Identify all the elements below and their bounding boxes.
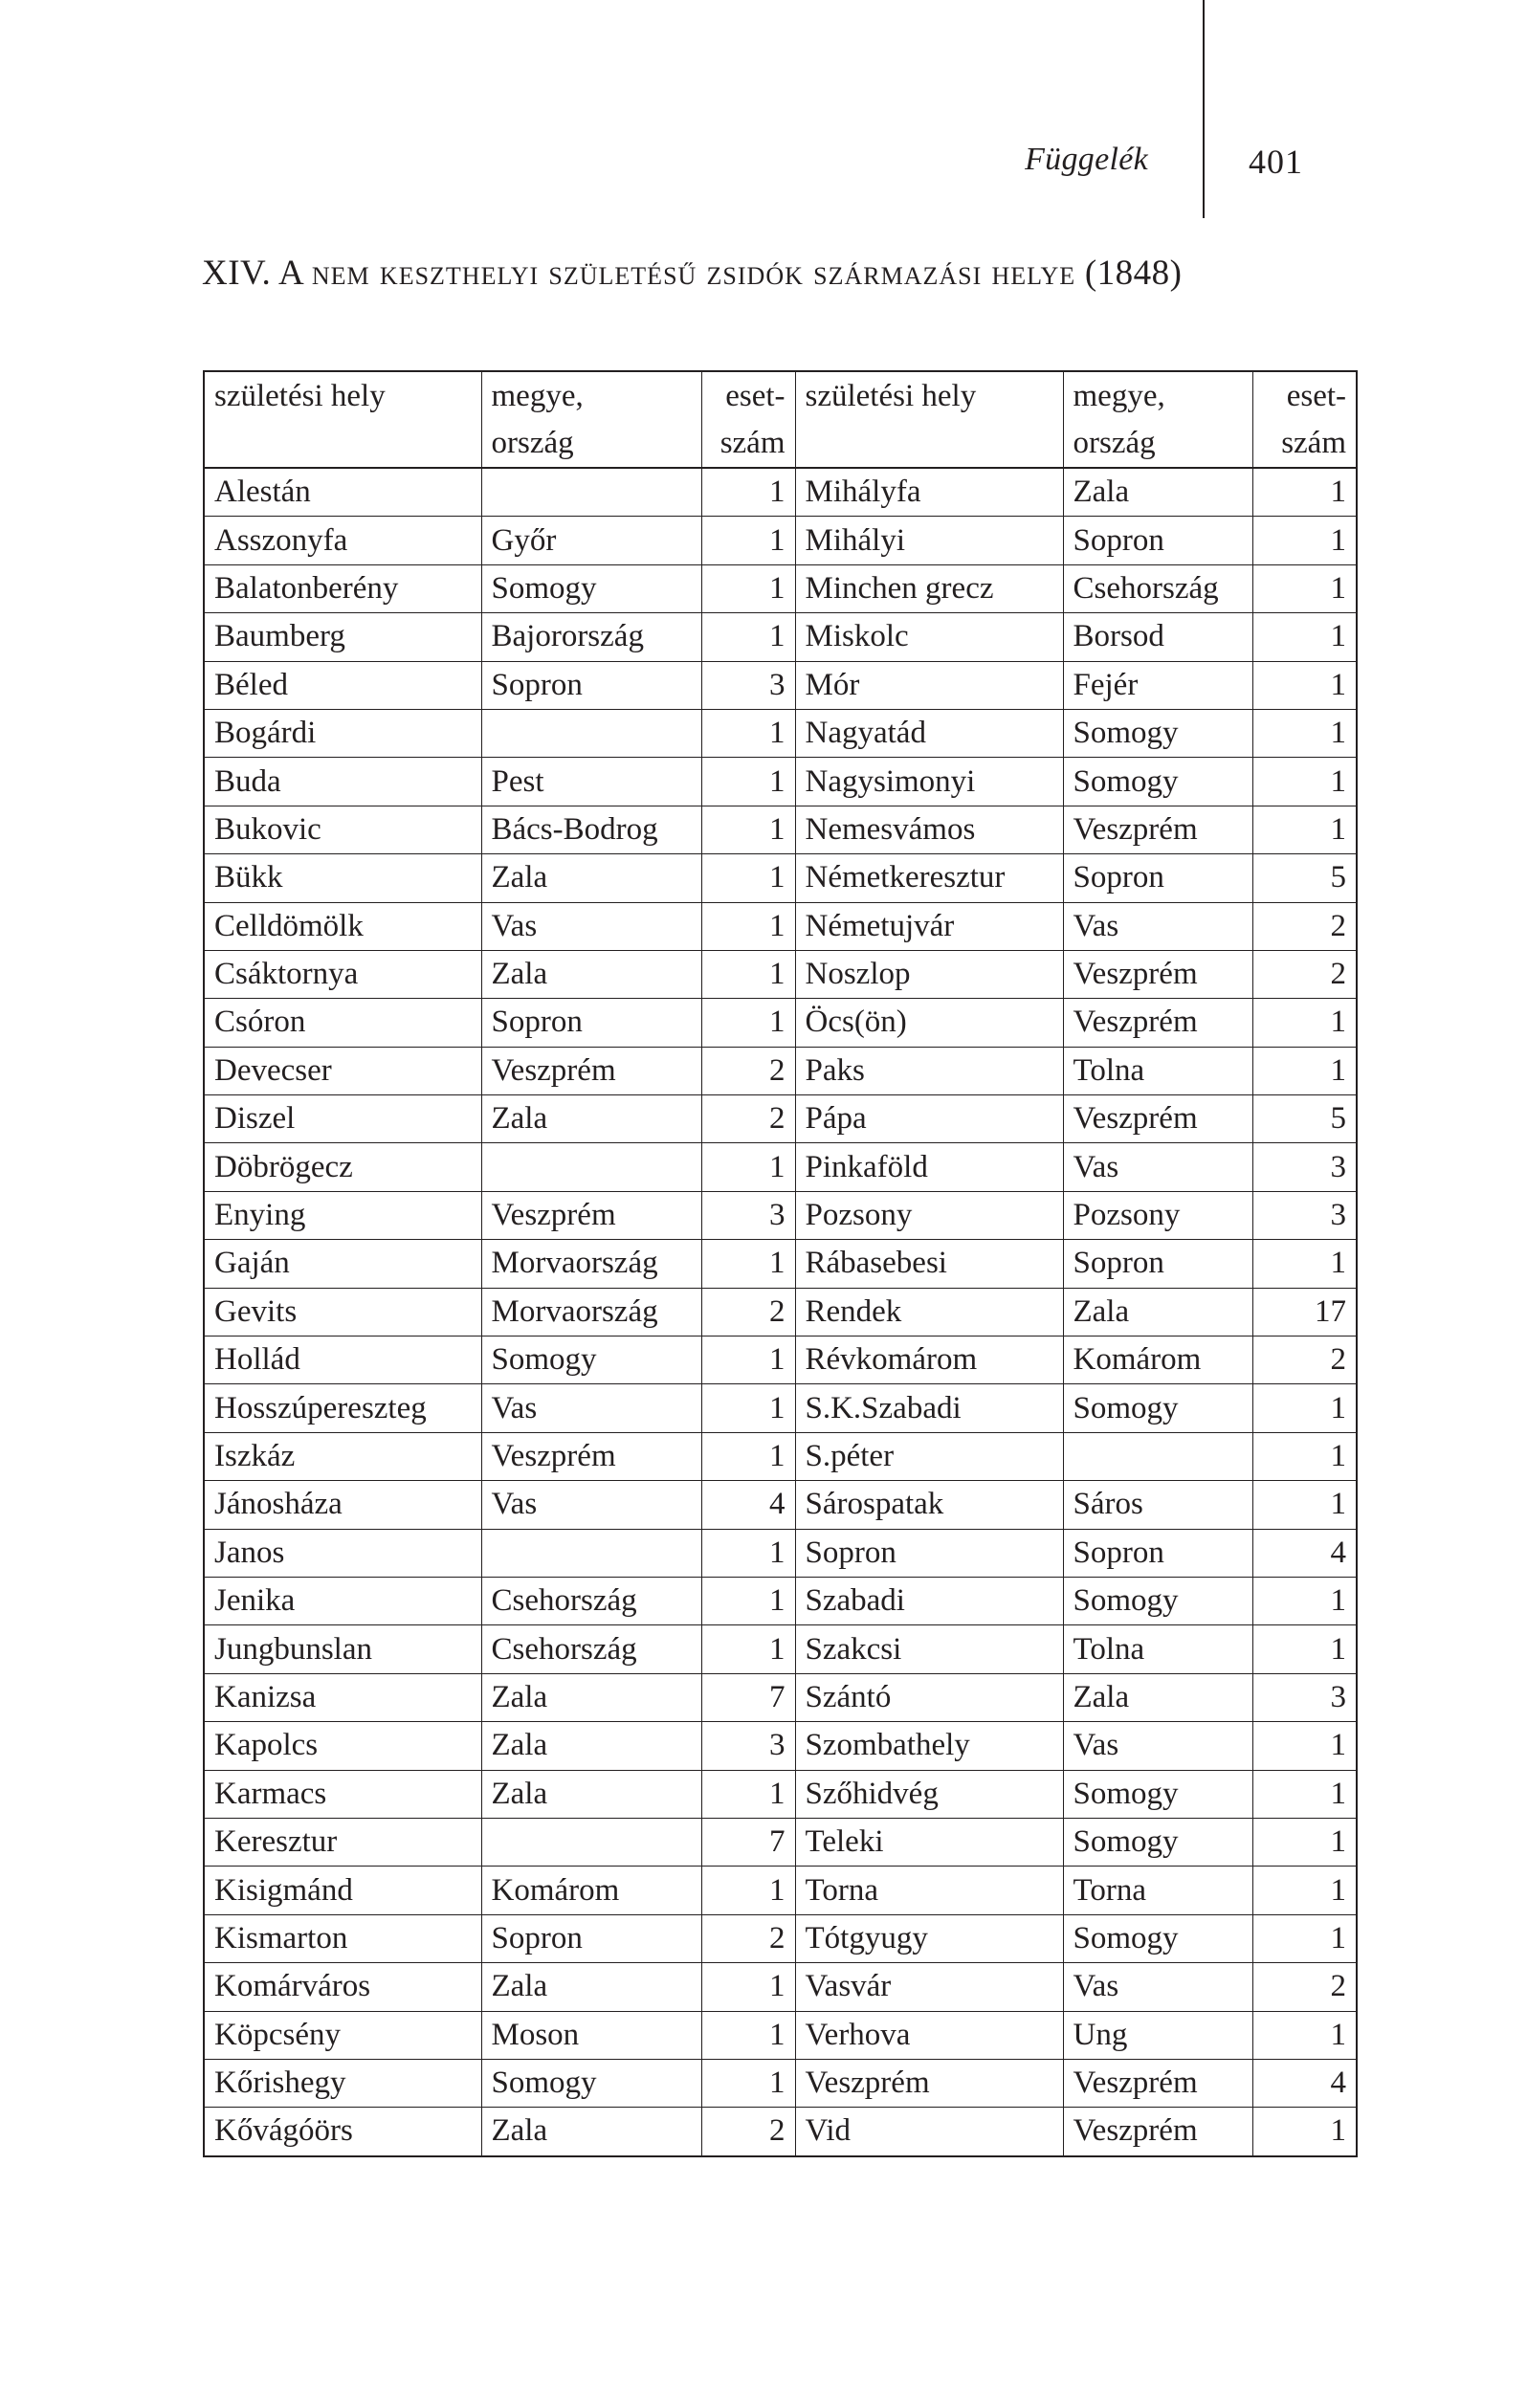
heading-suffix: (1848) — [1075, 254, 1183, 293]
cell-county: Somogy — [481, 2059, 701, 2107]
cell-county: Komárom — [481, 1867, 701, 1914]
cell-count: 1 — [1252, 1914, 1357, 1962]
cell-count: 1 — [701, 1384, 795, 1432]
table-row — [204, 1577, 1357, 1624]
cell-birthplace: Miskolc — [795, 613, 1063, 661]
cell-county: Zala — [481, 1722, 701, 1770]
cell-count: 1 — [701, 2059, 795, 2107]
cell-count: 1 — [1252, 468, 1357, 517]
cell-county — [481, 468, 701, 517]
cell-county: Somogy — [1063, 1577, 1252, 1624]
table-row — [204, 1095, 1357, 1143]
cell-birthplace: Szőhidvég — [795, 1770, 1063, 1818]
table-row — [204, 1770, 1357, 1818]
header-divider — [1203, 0, 1205, 218]
cell-county — [1063, 1432, 1252, 1480]
heading-prefix: XIV. A — [202, 254, 312, 293]
cell-birthplace: Sopron — [795, 1529, 1063, 1577]
cell-birthplace: Hollád — [204, 1337, 481, 1384]
cell-county — [481, 709, 701, 757]
cell-count: 1 — [1252, 1867, 1357, 1914]
table-row — [204, 1963, 1357, 2011]
cell-count: 1 — [701, 2011, 795, 2059]
cell-county: Veszprém — [1063, 2108, 1252, 2156]
cell-birthplace: Kőrishegy — [204, 2059, 481, 2107]
cell-birthplace: Iszkáz — [204, 1432, 481, 1480]
cell-birthplace: Kismarton — [204, 1914, 481, 1962]
cell-birthplace: Gevits — [204, 1288, 481, 1336]
cell-count: 1 — [1252, 613, 1357, 661]
cell-county: Somogy — [1063, 758, 1252, 806]
cell-count: 2 — [1252, 1963, 1357, 2011]
cell-birthplace: Karmacs — [204, 1770, 481, 1818]
cell-birthplace: Németkeresztur — [795, 854, 1063, 902]
table-row — [204, 758, 1357, 806]
cell-county: Somogy — [1063, 1914, 1252, 1962]
cell-county: Veszprém — [1063, 1095, 1252, 1143]
cell-count: 1 — [1252, 1432, 1357, 1480]
header-birthplace — [204, 371, 481, 468]
table-row — [204, 2011, 1357, 2059]
cell-birthplace: Teleki — [795, 1818, 1063, 1866]
header-line: születési hely — [214, 379, 386, 413]
cell-birthplace: Pinkaföld — [795, 1143, 1063, 1191]
cell-count: 1 — [701, 1240, 795, 1288]
cell-county: Sopron — [1063, 517, 1252, 564]
table-header-row — [204, 371, 1357, 468]
cell-county: Zala — [481, 1770, 701, 1818]
cell-county: Zala — [481, 1095, 701, 1143]
table-row — [204, 2059, 1357, 2107]
cell-county: Torna — [1063, 1867, 1252, 1914]
cell-birthplace: Jungbunslan — [204, 1625, 481, 1673]
cell-county: Morvaország — [481, 1288, 701, 1336]
cell-birthplace: Torna — [795, 1867, 1063, 1914]
cell-birthplace: Minchen grecz — [795, 564, 1063, 612]
cell-count: 1 — [1252, 564, 1357, 612]
cell-birthplace: Kisigmánd — [204, 1867, 481, 1914]
cell-count: 1 — [701, 902, 795, 950]
table-row — [204, 854, 1357, 902]
cell-count: 1 — [1252, 999, 1357, 1047]
cell-birthplace: Veszprém — [795, 2059, 1063, 2107]
page-number: 401 — [1249, 143, 1303, 181]
cell-county: Sopron — [1063, 1240, 1252, 1288]
header-line: megye, — [491, 379, 584, 413]
cell-birthplace: Szántó — [795, 1673, 1063, 1721]
cell-county — [481, 1818, 701, 1866]
cell-count: 1 — [701, 1770, 795, 1818]
table-row — [204, 1047, 1357, 1094]
cell-birthplace: Gaján — [204, 1240, 481, 1288]
cell-count: 1 — [1252, 1384, 1357, 1432]
cell-birthplace: Csóron — [204, 999, 481, 1047]
cell-count: 1 — [701, 517, 795, 564]
table-row — [204, 1432, 1357, 1480]
table-row — [204, 1529, 1357, 1577]
table-row — [204, 1481, 1357, 1529]
cell-birthplace: Paks — [795, 1047, 1063, 1094]
cell-count: 1 — [701, 709, 795, 757]
header-line: megye, — [1073, 379, 1165, 413]
table-row — [204, 902, 1357, 950]
cell-birthplace: Alestán — [204, 468, 481, 517]
cell-count: 1 — [1252, 1577, 1357, 1624]
cell-birthplace: Rendek — [795, 1288, 1063, 1336]
header-line: ország — [1073, 426, 1156, 460]
cell-count: 1 — [1252, 806, 1357, 853]
heading-smallcaps: nem keszthelyi születésű zsidók származási helye — [311, 254, 1076, 293]
cell-count: 1 — [1252, 517, 1357, 564]
cell-birthplace: Döbrögecz — [204, 1143, 481, 1191]
cell-county: Bajorország — [481, 613, 701, 661]
cell-county: Moson — [481, 2011, 701, 2059]
table-row — [204, 1867, 1357, 1914]
cell-county: Veszprém — [481, 1432, 701, 1480]
cell-county: Veszprém — [481, 1191, 701, 1239]
header-line: szám — [1281, 426, 1346, 460]
cell-county: Veszprém — [1063, 806, 1252, 853]
cell-count: 1 — [701, 1529, 795, 1577]
header-birthplace-2 — [795, 371, 1063, 468]
cell-count: 1 — [1252, 1625, 1357, 1673]
cell-birthplace: Kapolcs — [204, 1722, 481, 1770]
cell-county: Zala — [1063, 1288, 1252, 1336]
cell-county: Vas — [1063, 1143, 1252, 1191]
table-row — [204, 1673, 1357, 1721]
cell-county: Zala — [1063, 1673, 1252, 1721]
cell-county: Vas — [1063, 902, 1252, 950]
cell-birthplace: Vid — [795, 2108, 1063, 2156]
table-row — [204, 517, 1357, 564]
header-line: születési hely — [805, 379, 977, 413]
cell-count: 1 — [701, 564, 795, 612]
cell-birthplace: Diszel — [204, 1095, 481, 1143]
cell-county: Veszprém — [1063, 950, 1252, 998]
cell-county: Csehország — [481, 1577, 701, 1624]
cell-birthplace: Celldömölk — [204, 902, 481, 950]
cell-count: 4 — [1252, 1529, 1357, 1577]
cell-count: 3 — [1252, 1143, 1357, 1191]
cell-birthplace: Mihályi — [795, 517, 1063, 564]
cell-birthplace: S.péter — [795, 1432, 1063, 1480]
cell-birthplace: Komárváros — [204, 1963, 481, 2011]
cell-birthplace: Janos — [204, 1529, 481, 1577]
cell-birthplace: Rábasebesi — [795, 1240, 1063, 1288]
cell-count: 1 — [1252, 758, 1357, 806]
cell-birthplace: Szombathely — [795, 1722, 1063, 1770]
table-row — [204, 950, 1357, 998]
cell-birthplace: Balatonberény — [204, 564, 481, 612]
cell-birthplace: Mór — [795, 661, 1063, 709]
cell-county: Veszprém — [481, 1047, 701, 1094]
cell-count: 3 — [701, 661, 795, 709]
cell-county: Somogy — [1063, 1770, 1252, 1818]
cell-county: Borsod — [1063, 613, 1252, 661]
cell-county: Sopron — [481, 1914, 701, 1962]
table-row — [204, 1191, 1357, 1239]
table-row — [204, 999, 1357, 1047]
cell-count: 3 — [1252, 1191, 1357, 1239]
cell-county: Vas — [481, 1481, 701, 1529]
cell-count: 4 — [1252, 2059, 1357, 2107]
table-row — [204, 468, 1357, 517]
cell-county: Zala — [481, 854, 701, 902]
cell-county — [481, 1143, 701, 1191]
cell-county: Komárom — [1063, 1337, 1252, 1384]
cell-birthplace: Bukovic — [204, 806, 481, 853]
cell-count: 2 — [1252, 1337, 1357, 1384]
cell-birthplace: Jánosháza — [204, 1481, 481, 1529]
table-row — [204, 613, 1357, 661]
cell-county: Tolna — [1063, 1625, 1252, 1673]
cell-count: 1 — [701, 1143, 795, 1191]
cell-count: 1 — [701, 999, 795, 1047]
cell-county: Zala — [481, 950, 701, 998]
cell-count: 2 — [1252, 950, 1357, 998]
cell-county — [481, 1529, 701, 1577]
cell-count: 2 — [701, 1095, 795, 1143]
cell-birthplace: Nagysimonyi — [795, 758, 1063, 806]
cell-count: 5 — [1252, 1095, 1357, 1143]
cell-county: Somogy — [481, 1337, 701, 1384]
running-head: Függelék — [1025, 142, 1148, 177]
cell-birthplace: Jenika — [204, 1577, 481, 1624]
cell-county: Sopron — [1063, 854, 1252, 902]
cell-county: Veszprém — [1063, 999, 1252, 1047]
table-row — [204, 1914, 1357, 1962]
table-row — [204, 1818, 1357, 1866]
cell-count: 1 — [1252, 709, 1357, 757]
cell-birthplace: Verhova — [795, 2011, 1063, 2059]
cell-county: Győr — [481, 517, 701, 564]
header-count — [701, 371, 795, 468]
table-row — [204, 1288, 1357, 1336]
cell-county: Fejér — [1063, 661, 1252, 709]
cell-county: Morvaország — [481, 1240, 701, 1288]
cell-birthplace: Pozsony — [795, 1191, 1063, 1239]
cell-birthplace: Noszlop — [795, 950, 1063, 998]
cell-birthplace: Kővágóörs — [204, 2108, 481, 2156]
cell-count: 17 — [1252, 1288, 1357, 1336]
table-row — [204, 1722, 1357, 1770]
cell-count: 1 — [701, 950, 795, 998]
cell-count: 1 — [701, 854, 795, 902]
cell-county: Csehország — [1063, 564, 1252, 612]
table-row — [204, 709, 1357, 757]
cell-birthplace: S.K.Szabadi — [795, 1384, 1063, 1432]
cell-county: Sáros — [1063, 1481, 1252, 1529]
cell-county: Zala — [1063, 468, 1252, 517]
table-row — [204, 661, 1357, 709]
cell-birthplace: Buda — [204, 758, 481, 806]
cell-count: 3 — [1252, 1673, 1357, 1721]
cell-county: Zala — [481, 1673, 701, 1721]
header-line: ország — [491, 426, 574, 460]
cell-count: 1 — [1252, 1481, 1357, 1529]
cell-count: 2 — [701, 1288, 795, 1336]
section-heading — [202, 253, 1350, 294]
cell-birthplace: Bükk — [204, 854, 481, 902]
cell-birthplace: Sárospatak — [795, 1481, 1063, 1529]
cell-birthplace: Asszonyfa — [204, 517, 481, 564]
table-row — [204, 1337, 1357, 1384]
cell-count: 1 — [701, 613, 795, 661]
header-line: eset- — [725, 379, 786, 413]
cell-birthplace: Tótgyugy — [795, 1914, 1063, 1962]
cell-count: 7 — [701, 1673, 795, 1721]
cell-county: Vas — [481, 902, 701, 950]
table-row — [204, 1143, 1357, 1191]
table-body — [204, 468, 1357, 2156]
cell-count: 1 — [701, 1867, 795, 1914]
cell-count: 1 — [1252, 1818, 1357, 1866]
cell-county: Somogy — [1063, 709, 1252, 757]
header-county — [481, 371, 701, 468]
cell-county: Sopron — [1063, 1529, 1252, 1577]
cell-count: 1 — [1252, 1722, 1357, 1770]
table-row — [204, 2108, 1357, 2156]
cell-birthplace: Enying — [204, 1191, 481, 1239]
header-county-2 — [1063, 371, 1252, 468]
cell-county: Veszprém — [1063, 2059, 1252, 2107]
cell-county: Csehország — [481, 1625, 701, 1673]
table-row — [204, 806, 1357, 853]
cell-birthplace: Keresztur — [204, 1818, 481, 1866]
cell-count: 1 — [1252, 2011, 1357, 2059]
header-line: eset- — [1286, 379, 1346, 413]
cell-county: Vas — [1063, 1722, 1252, 1770]
cell-county: Zala — [481, 1963, 701, 2011]
header-count-2 — [1252, 371, 1357, 468]
cell-birthplace: Öcs(ön) — [795, 999, 1063, 1047]
cell-birthplace: Pápa — [795, 1095, 1063, 1143]
table-row — [204, 1625, 1357, 1673]
cell-count: 1 — [1252, 1770, 1357, 1818]
cell-count: 1 — [1252, 1047, 1357, 1094]
cell-count: 1 — [701, 468, 795, 517]
cell-count: 3 — [701, 1191, 795, 1239]
cell-birthplace: Béled — [204, 661, 481, 709]
cell-county: Somogy — [1063, 1384, 1252, 1432]
cell-birthplace: Hosszúpereszteg — [204, 1384, 481, 1432]
table-row — [204, 564, 1357, 612]
table-row — [204, 1240, 1357, 1288]
cell-county: Vas — [481, 1384, 701, 1432]
cell-birthplace: Szakcsi — [795, 1625, 1063, 1673]
cell-birthplace: Nagyatád — [795, 709, 1063, 757]
cell-county: Bács-Bodrog — [481, 806, 701, 853]
cell-county: Vas — [1063, 1963, 1252, 2011]
cell-county: Pest — [481, 758, 701, 806]
cell-count: 1 — [1252, 661, 1357, 709]
cell-county: Pozsony — [1063, 1191, 1252, 1239]
cell-county: Somogy — [481, 564, 701, 612]
cell-birthplace: Devecser — [204, 1047, 481, 1094]
table-row — [204, 1384, 1357, 1432]
cell-birthplace: Németujvár — [795, 902, 1063, 950]
cell-birthplace: Vasvár — [795, 1963, 1063, 2011]
cell-count: 2 — [1252, 902, 1357, 950]
cell-count: 2 — [701, 1914, 795, 1962]
cell-county: Sopron — [481, 999, 701, 1047]
cell-count: 1 — [701, 1625, 795, 1673]
origin-table — [203, 370, 1358, 2157]
cell-county: Somogy — [1063, 1818, 1252, 1866]
cell-count: 2 — [701, 1047, 795, 1094]
cell-birthplace: Mihályfa — [795, 468, 1063, 517]
cell-count: 3 — [701, 1722, 795, 1770]
cell-birthplace: Kanizsa — [204, 1673, 481, 1721]
cell-count: 4 — [701, 1481, 795, 1529]
cell-count: 1 — [1252, 1240, 1357, 1288]
cell-county: Zala — [481, 2108, 701, 2156]
cell-birthplace: Szabadi — [795, 1577, 1063, 1624]
cell-count: 1 — [701, 758, 795, 806]
cell-county: Ung — [1063, 2011, 1252, 2059]
header-line: szám — [719, 426, 786, 460]
cell-count: 1 — [701, 1432, 795, 1480]
cell-count: 1 — [701, 1963, 795, 2011]
cell-count: 2 — [701, 2108, 795, 2156]
cell-birthplace: Bogárdi — [204, 709, 481, 757]
cell-count: 5 — [1252, 854, 1357, 902]
cell-county: Tolna — [1063, 1047, 1252, 1094]
cell-birthplace: Révkomárom — [795, 1337, 1063, 1384]
cell-count: 1 — [701, 1577, 795, 1624]
cell-count: 1 — [701, 806, 795, 853]
cell-county: Sopron — [481, 661, 701, 709]
cell-birthplace: Köpcsény — [204, 2011, 481, 2059]
cell-count: 1 — [701, 1337, 795, 1384]
cell-birthplace: Baumberg — [204, 613, 481, 661]
cell-birthplace: Nemesvámos — [795, 806, 1063, 853]
cell-count: 1 — [1252, 2108, 1357, 2156]
cell-birthplace: Csáktornya — [204, 950, 481, 998]
cell-count: 7 — [701, 1818, 795, 1866]
